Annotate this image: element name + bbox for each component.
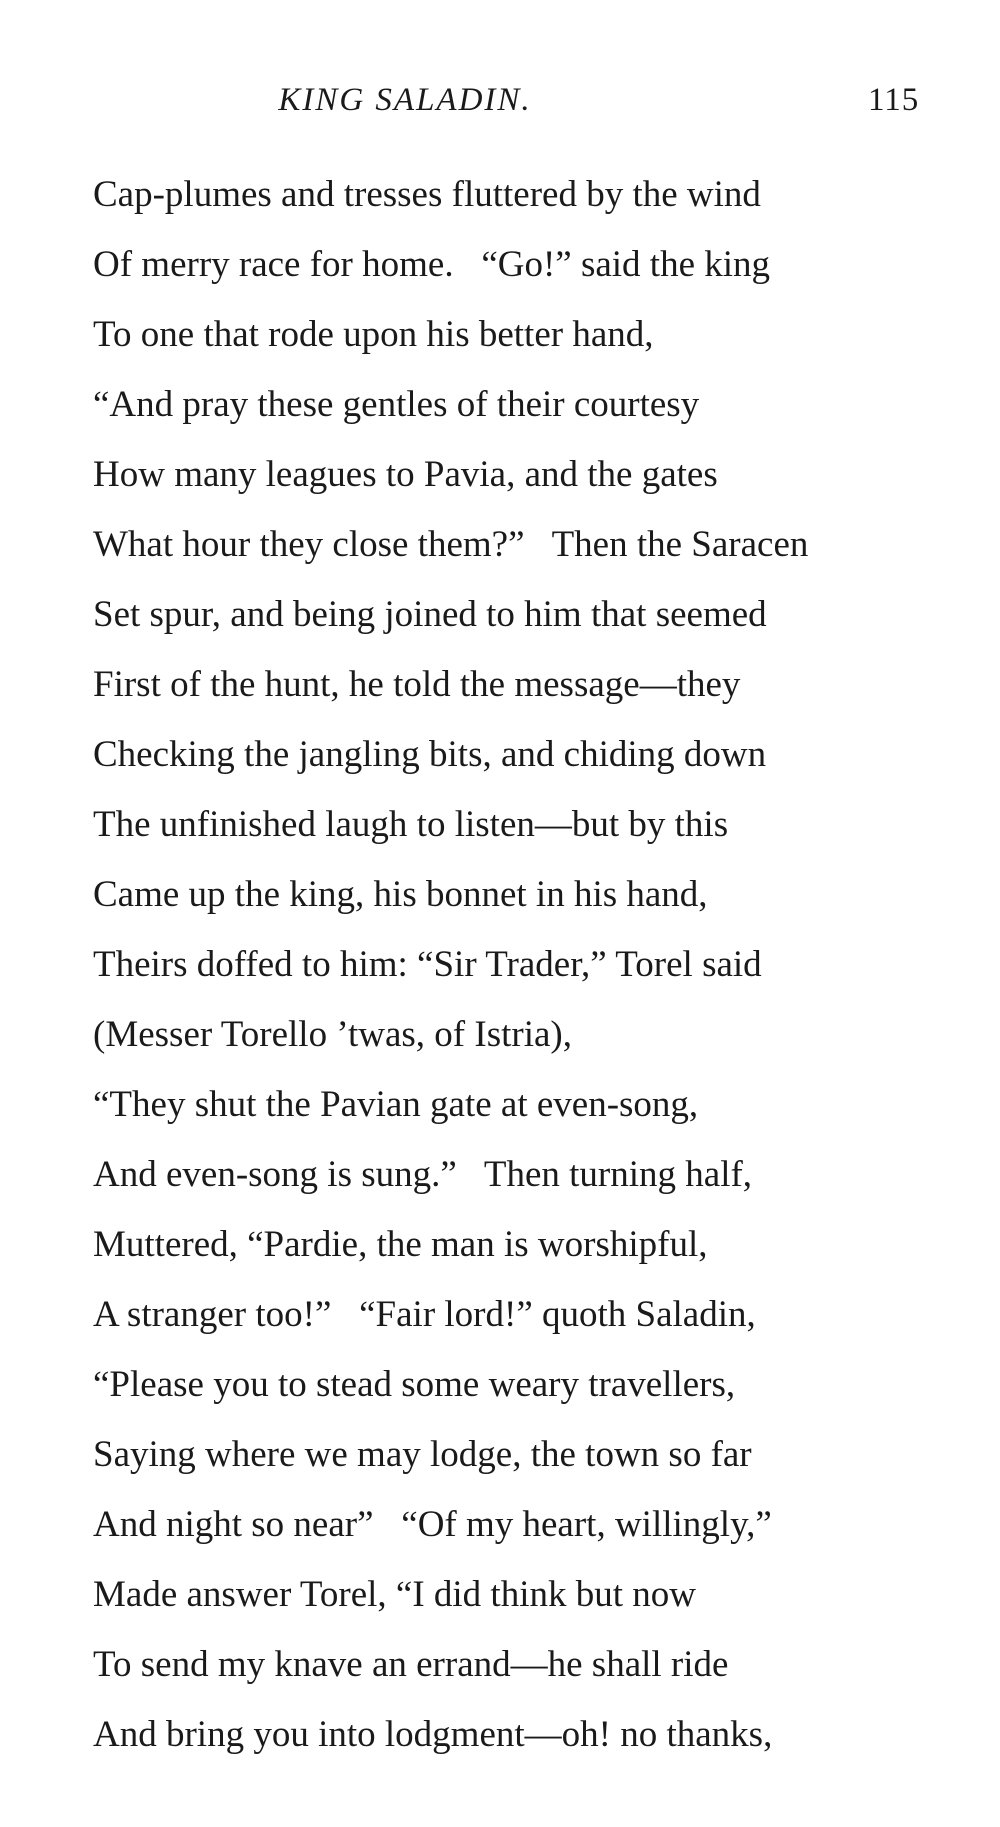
verse-line: Saying where we may lodge, the town so far <box>93 1434 752 1475</box>
verse-line: Set spur, and being joined to him that seemed <box>93 594 767 635</box>
verse-line: And night so near” “Of my heart, willingly,” <box>93 1504 772 1545</box>
verse-line: “Please you to stead some weary travellers, <box>93 1364 736 1405</box>
verse-line: Cap-plumes and tresses fluttered by the wind <box>93 174 761 215</box>
poem-text <box>93 160 973 1770</box>
verse-line: Theirs doffed to him: “Sir Trader,” Torel said <box>93 944 762 985</box>
running-head <box>0 82 1000 132</box>
verse-line: “And pray these gentles of their courtesy <box>93 384 700 425</box>
verse-line: What hour they close them?” Then the Saracen <box>93 524 809 565</box>
verse-line: And bring you into lodgment—oh! no thanks, <box>93 1714 773 1755</box>
verse-line: Made answer Torel, “I did think but now <box>93 1574 696 1615</box>
verse-line: (Messer Torello ’twas, of Istria), <box>93 1014 572 1055</box>
page-number: 115 <box>868 82 920 118</box>
verse-line: Of merry race for home. “Go!” said the king <box>93 244 771 285</box>
verse-line: First of the hunt, he told the message—they <box>93 664 741 705</box>
verse-line: The unfinished laugh to listen—but by this <box>93 804 729 845</box>
verse-line: Checking the jangling bits, and chiding down <box>93 734 767 775</box>
verse-line: To send my knave an errand—he shall ride <box>93 1644 729 1685</box>
verse-line: And even-song is sung.” Then turning half, <box>93 1154 753 1195</box>
verse-line: “They shut the Pavian gate at even-song, <box>93 1084 699 1125</box>
verse-line: To one that rode upon his better hand, <box>93 314 654 355</box>
running-title: KING SALADIN. <box>278 82 532 118</box>
verse-line: Muttered, “Pardie, the man is worshipful, <box>93 1224 708 1265</box>
verse-line: A stranger too!” “Fair lord!” quoth Saladin, <box>93 1294 756 1335</box>
verse-line: Came up the king, his bonnet in his hand, <box>93 874 708 915</box>
verse-line: How many leagues to Pavia, and the gates <box>93 454 718 495</box>
